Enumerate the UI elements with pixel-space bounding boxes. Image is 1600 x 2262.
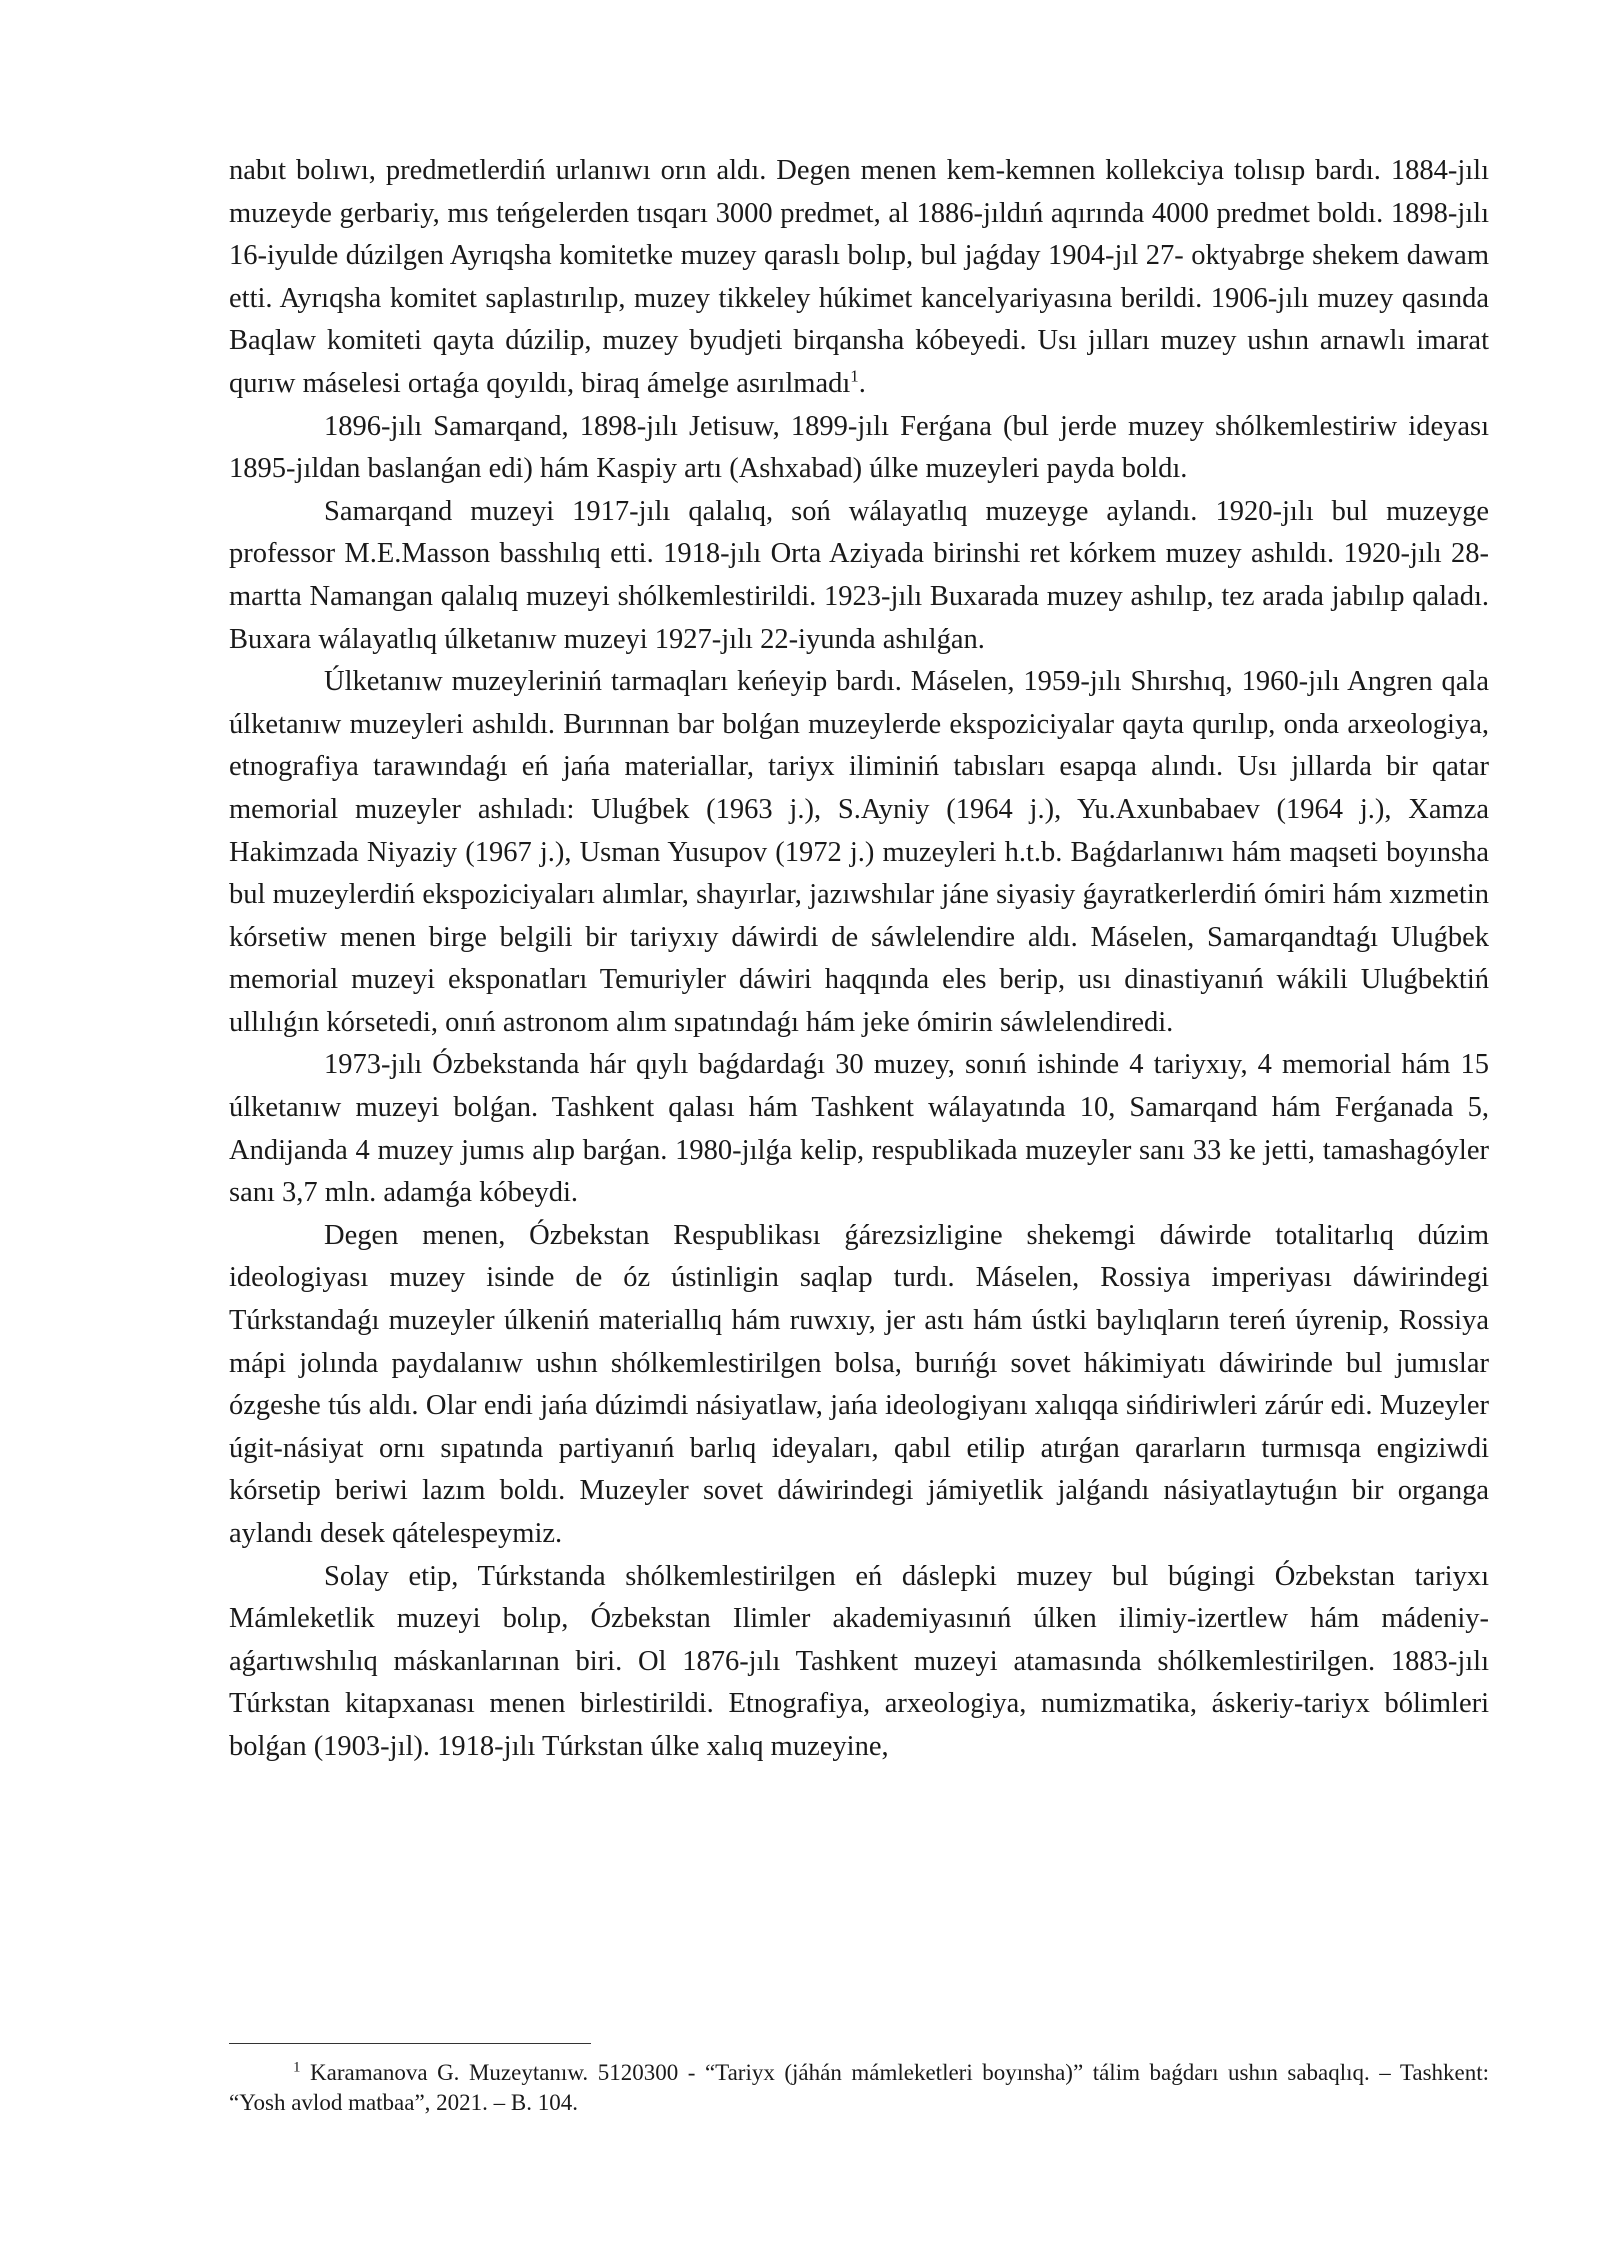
- paragraph-1-text: nabıt bolıwı, predmetlerdiń urlanıwı orın aldı. Degen menen kem-kemnen kollekciya tolısıp bardı. 1884-jılı muzeyde gerbariy, mıs teńgelerden tısqarı 3000 predmet, al 1886-jıldıń aqırında 4000 predmet boldı. 1898-jılı 16-iyulde dúzilgen Ayrıqsha komitetke muzey qaraslı bolıp, bul jaǵday 1904-jıl 27- oktyabrge shekem dawam etti. Ayrıqsha komitet saplastırılıp, muzey tikkeley húkimet kancelyariyasına berildi. 1906-jılı muzey qasında Baqlaw komiteti qayta dúzilip, muzey byudjeti birqansha kóbeyedi. Usı jılları muzey ushın arnawlı imarat qurıw máselesi ortaǵa qoyıldı, biraq ámelge asırılmadı: [229, 155, 1489, 399]
- paragraph-5: 1973-jılı Ózbekstanda hár qıylı baǵdardaǵı 30 muzey, sonıń ishinde 4 tariyxıy, 4 memorial hám 15 úlketanıw muzeyi bolǵan. Tashkent qalası hám Tashkent wálayatında 10, Samarqand hám Ferǵanada 5, Andijanda 4 muzey jumıs alıp barǵan. 1980-jılǵa kelip, respublikada muzeyler sanı 33 ke jetti, tamashagóyler sanı 3,7 mln. adamǵa kóbeydi.: [229, 1049, 1489, 1209]
- footnote-separator: [229, 2043, 591, 2044]
- paragraph-4: Úlketanıw muzeyleriniń tarmaqları keńeyip bardı. Máselen, 1959-jılı Shırshıq, 1960-jılı Angren qala úlketanıw muzeyleri ashıldı. Burınnan bar bolǵan muzeylerde ekspoziciyalar qayta qurılıp, onda arxeologiya, etnografiya tarawındaǵı eń jańa materiallar, tariyx iliminiń tabısları esapqa alındı. Usı jıllarda bir qatar memorial muzeyler ashıladı: Uluǵbek (1963 j.), S.Ayniy (1964 j.), Yu.Axunbabaev (1964 j.), Xamza Hakimzada Niyaziy (1967 j.), Usman Yusupov (1972 j.) muzeyleri h.t.b. Baǵdarlanıwı hám maqseti boyınsha bul muzeylerdiń ekspoziciyaları alımlar, shayırlar, jazıwshılar jáne siyasiy ǵayratkerlerdiń ómiri hám xızmetin kórsetiw menen birge belgili bir tariyxıy dáwirdi de sáwlelendire aldı. Máselen, Samarqandtaǵı Uluǵbek memorial muzeyi eksponatları Temuriyler dáwiri haqqında eles berip, usı dinastiyanıń wákili Uluǵbektiń ullılıǵın kórsetedi, onıń astronom alım sıpatındaǵı hám jeke ómirin sáwlelendiredi.: [229, 666, 1489, 1038]
- paragraph-1: [229, 150, 1489, 406]
- paragraph-3: Samarqand muzeyi 1917-jılı qalalıq, soń wálayatlıq muzeyge aylandı. 1920-jılı bul muzeyge professor M.E.Masson basshılıq etti. 1918-jılı Orta Aziyada birinshi ret kórkem muzey ashıldı. 1920-jılı 28-martta Namangan qalalıq muzeyi shólkemlestirildi. 1923-jılı Buxarada muzey ashılıp, tez arada jabılıp qaladı. Buxara wálayatlıq úlketanıw muzeyi 1927-jılı 22-iyunda ashılǵan.: [229, 495, 1489, 655]
- footnote-reference[interactable]: 1: [850, 366, 859, 386]
- main-text: [229, 150, 1489, 1769]
- paragraph-6: Degen menen, Ózbekstan Respublikası ǵárezsizligine shekemgi dáwirde totalitarlıq dúzim ideologiyası muzey isinde de óz ústinligin saqlap turdı. Máselen, Rossiya imperiyası dáwirindegi Túrkstandaǵı muzeyler úlkeniń materiallıq hám ruwxıy, jer astı hám ústki baylıqların tereń úyrenip, Rossiya mápi jolında paydalanıw ushın shólkemlestirilgen bolsa, burıńǵı sovet hákimiyatı dáwirinde bul jumıslar ózgeshe tús aldı. Olar endi jańa dúzimdi násiyatlaw, jańa ideologiyanı xalıqqa sińdiriwleri zárúr edi. Muzeyler úgit-násiyat ornı sıpatında partiyanıń barlıq ideyaları, qabıl etilip atırǵan qararların turmısqa engiziwdi kórsetip beriwi lazım boldı. Muzeyler sovet dáwirindegi jámiyetlik jalǵandı násiyatlaytuǵın bir organga aylandı desek qátelespeymiz.: [229, 1219, 1489, 1549]
- footnotes: [229, 2058, 1489, 2118]
- paragraph-1-end: .: [858, 367, 866, 399]
- footnote-1-text: Karamanova G. Muzeytanıw. 5120300 - “Tariyx (jáhán mámleketleri boyınsha)” tálim baǵdarı ushın sabaqlıq. – Tashkent: “Yosh avlod matbaa”, 2021. – B. 104.: [229, 2060, 1490, 2115]
- paragraph-7: Solay etip, Túrkstanda shólkemlestirilgen eń dáslepki muzey bul búgingi Ózbekstan tariyxı Mámleketlik muzeyi bolıp, Ózbekstan Ilimler akademiyasınıń úlken ilimiy-izertlew hám mádeniy-aǵartıwshılıq máskanlarınan biri. Ol 1876-jılı Tashkent muzeyi atamasında shólkemlestirilgen. 1883-jılı Túrkstan kitapxanası menen birlestirildi. Etnografiya, arxeologiya, numizmatika, áskeriy-tariyx bólimleri bolǵan (1903-jıl). 1918-jılı Túrkstan úlke xalıq muzeyine,: [229, 1560, 1489, 1762]
- footnote-marker: 1: [293, 2059, 301, 2076]
- paragraph-2: 1896-jılı Samarqand, 1898-jılı Jetisuw, 1899-jılı Ferǵana (bul jerde muzey shólkemlestiriw ideyası 1895-jıldan baslanǵan edi) hám Kaspiy artı (Ashxabad) úlke muzeyleri payda boldı.: [229, 410, 1489, 485]
- footnote-1: [229, 2058, 1489, 2118]
